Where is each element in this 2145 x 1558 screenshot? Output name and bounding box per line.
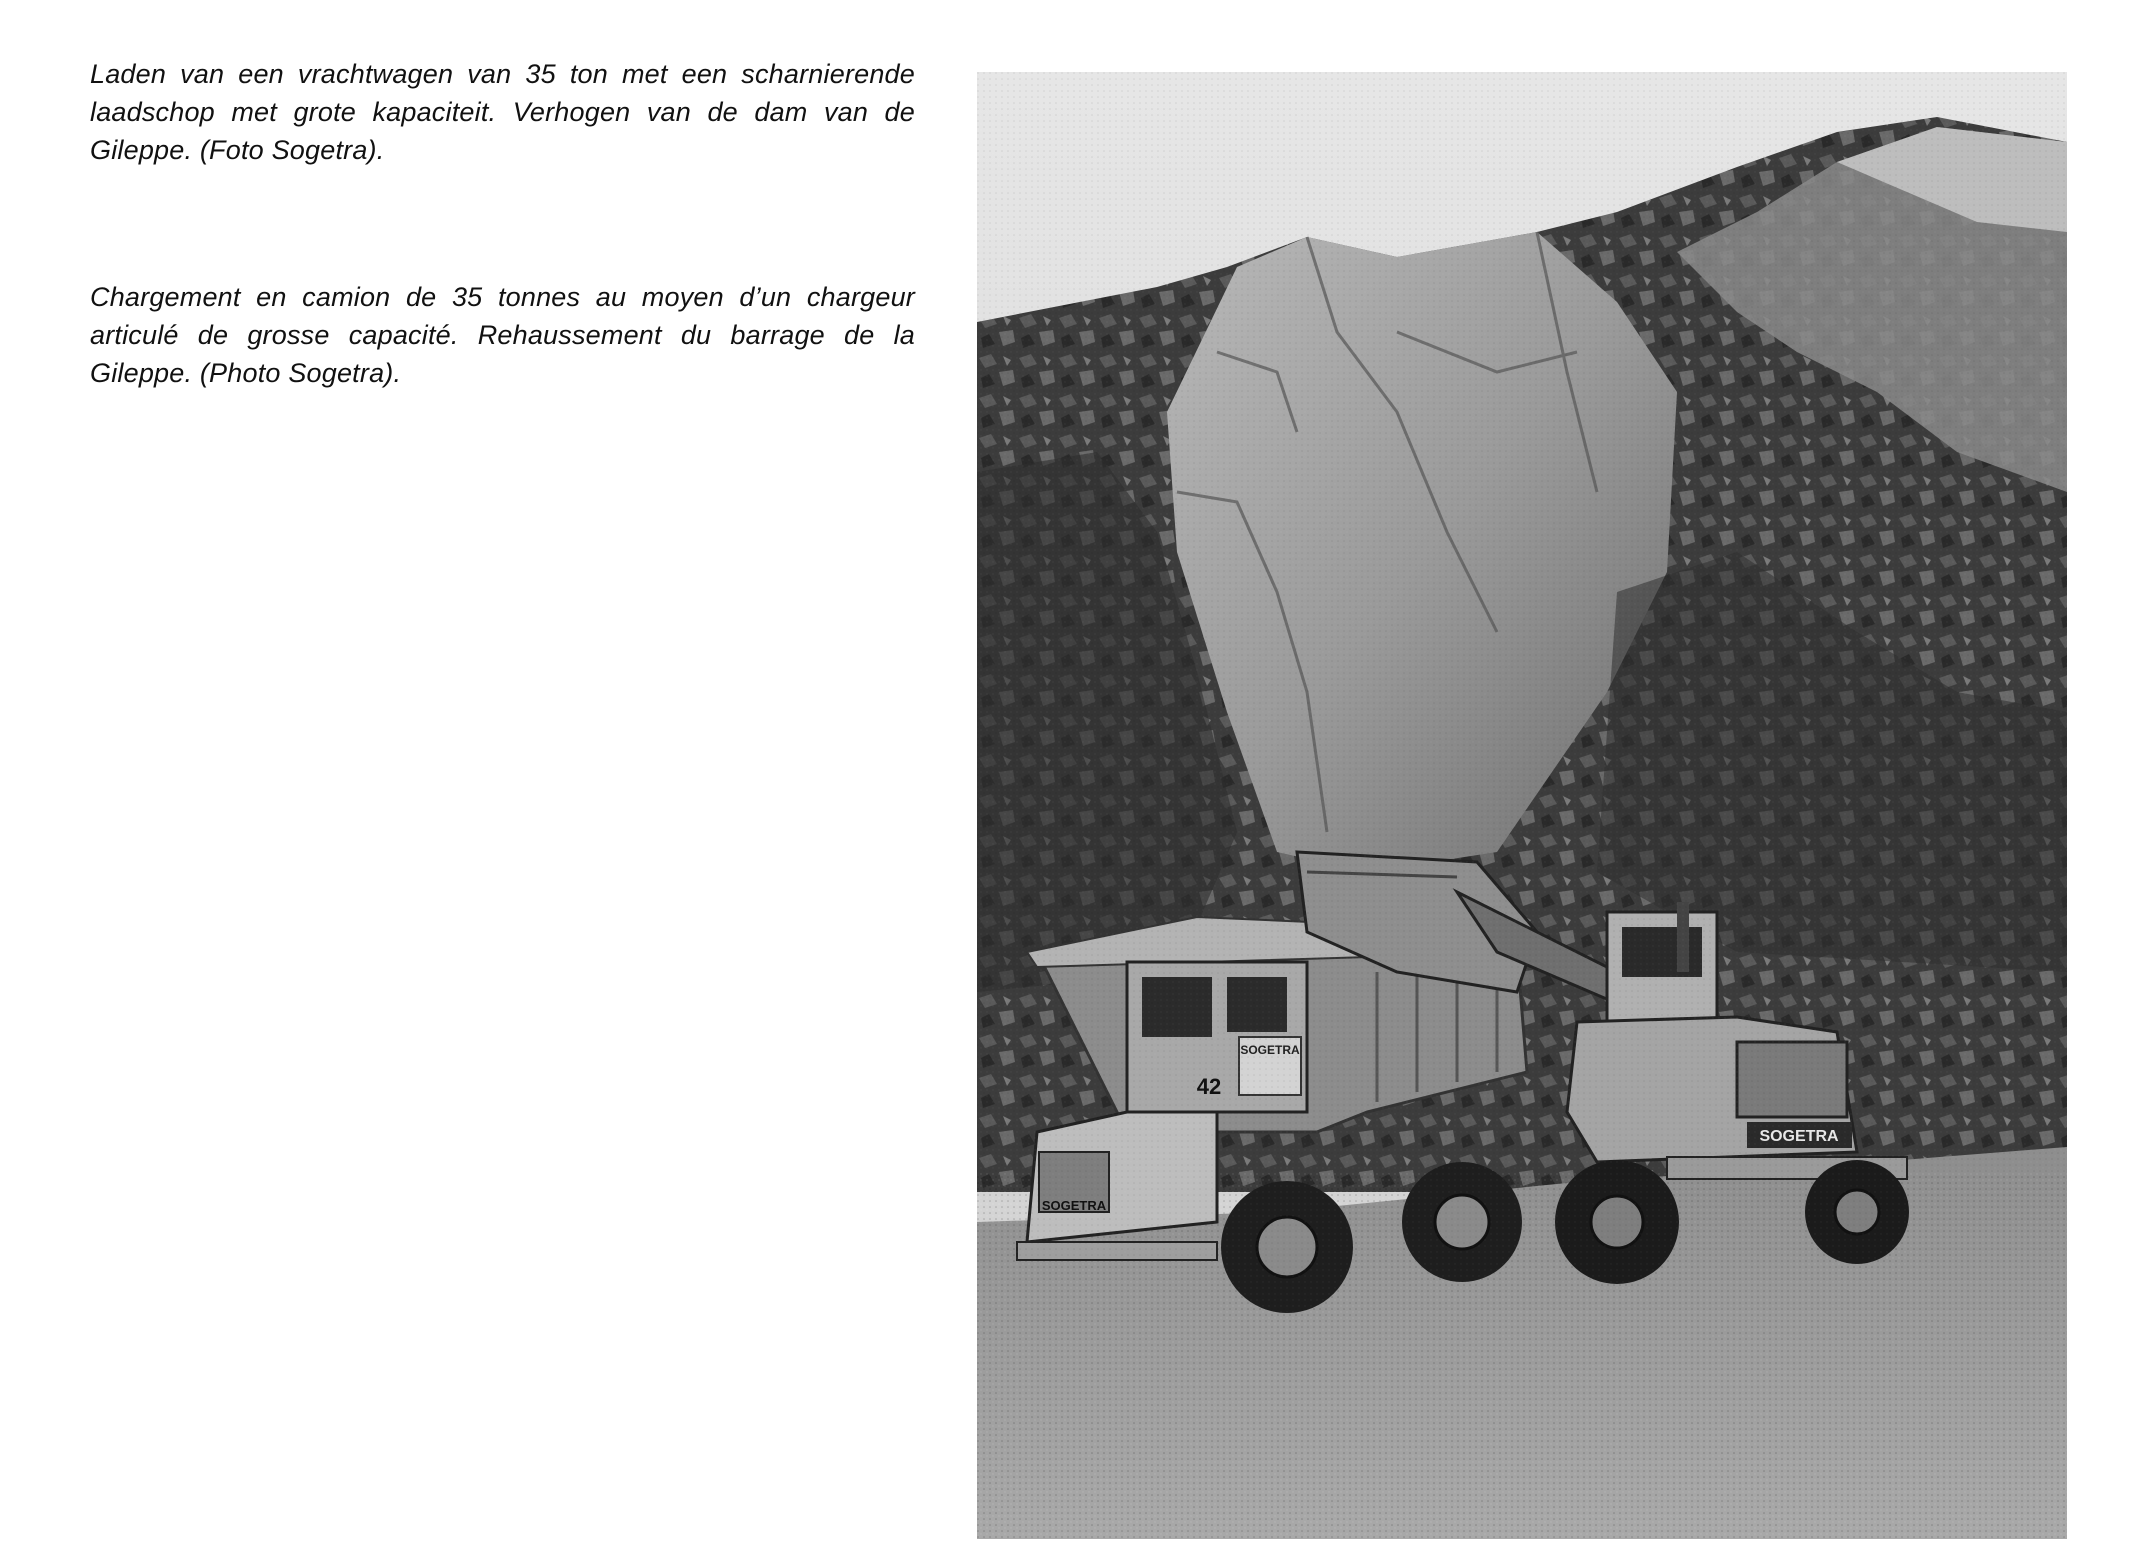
quarry-photo bbox=[977, 72, 2067, 1539]
quarry-photo-illustration bbox=[977, 72, 2067, 1539]
halftone-overlay bbox=[977, 72, 2067, 1539]
caption-french: Chargement en camion de 35 tonnes au moyen d’un chargeur articulé de grosse capacité. Rehaussement du barrage de la Gileppe. (Photo Sogetra). bbox=[90, 282, 915, 388]
caption-dutch: Laden van een vrachtwagen van 35 ton met een scharnierende laadschop met grote kapaciteit. Verhogen van de dam van de Gileppe. (Foto Sogetra). bbox=[90, 59, 915, 165]
